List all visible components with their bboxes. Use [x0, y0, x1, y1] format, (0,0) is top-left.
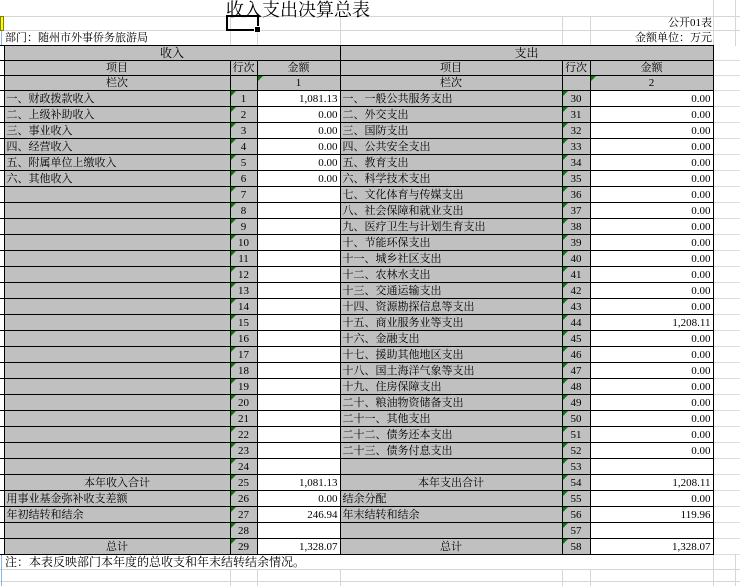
- margin-cell: [713, 155, 740, 171]
- expense-colindex-label[interactable]: 栏次: [340, 76, 562, 91]
- income-lineno-cell[interactable]: 29: [230, 539, 257, 555]
- margin-cell: [713, 347, 740, 363]
- expense-lineno-cell[interactable]: 44: [562, 315, 590, 331]
- income-item-cell[interactable]: 四、经营收入: [4, 139, 230, 155]
- income-lineno-header[interactable]: 行次: [230, 61, 257, 76]
- income-item-cell[interactable]: [4, 347, 230, 363]
- income-amount-cell[interactable]: 0.00: [257, 155, 340, 171]
- income-lineno-cell[interactable]: 10: [230, 235, 257, 251]
- income-lineno-cell[interactable]: 2: [230, 107, 257, 123]
- income-lineno-cell[interactable]: 16: [230, 331, 257, 347]
- expense-lineno-cell[interactable]: 48: [562, 379, 590, 395]
- income-lineno-cell[interactable]: 28: [230, 523, 257, 539]
- table-row: [0, 299, 740, 315]
- expense-item-cell[interactable]: 二十二、债务还本支出: [340, 427, 562, 443]
- expense-lineno-cell[interactable]: 37: [562, 203, 590, 219]
- margin-cell: [713, 363, 740, 379]
- expense-item-cell[interactable]: 十八、国土海洋气象等支出: [340, 363, 562, 379]
- table-row: [0, 379, 740, 395]
- expense-item-cell[interactable]: 五、教育支出: [340, 155, 562, 171]
- expense-lineno-cell[interactable]: 34: [562, 155, 590, 171]
- expense-item-cell[interactable]: [340, 459, 562, 475]
- income-amount-header[interactable]: 金额: [257, 61, 340, 76]
- expense-lineno-cell[interactable]: 54: [562, 475, 590, 491]
- table-row: [0, 107, 740, 123]
- expense-item-cell[interactable]: 六、科学技术支出: [340, 171, 562, 187]
- expense-item-cell[interactable]: 二、外交支出: [340, 107, 562, 123]
- income-lineno-cell[interactable]: 13: [230, 283, 257, 299]
- expense-item-cell[interactable]: 一、一般公共服务支出: [340, 91, 562, 107]
- income-amount-cell[interactable]: 0.00: [257, 171, 340, 187]
- section-header-row: [0, 46, 740, 61]
- income-lineno-cell[interactable]: 1: [230, 91, 257, 107]
- table-row: [0, 187, 740, 203]
- expense-lineno-header[interactable]: 行次: [562, 61, 590, 76]
- expense-item-cell[interactable]: 十七、援助其他地区支出: [340, 347, 562, 363]
- expense-item-cell[interactable]: 本年支出合计: [340, 475, 562, 491]
- expense-amount-cell[interactable]: 0.00: [590, 171, 713, 187]
- expense-amount-cell[interactable]: 0.00: [590, 123, 713, 139]
- income-lineno-cell[interactable]: 4: [230, 139, 257, 155]
- income-item-cell[interactable]: [4, 299, 230, 315]
- gridline: [0, 581, 740, 582]
- margin-cell: [713, 507, 740, 523]
- expense-item-cell[interactable]: 九、医疗卫生与计划生育支出: [340, 219, 562, 235]
- margin-cell: [713, 299, 740, 315]
- expense-amount-cell[interactable]: 1,208.11: [590, 315, 713, 331]
- income-colindex-label[interactable]: 栏次: [4, 76, 230, 91]
- table-row: [0, 251, 740, 267]
- expense-item-cell[interactable]: 二十三、债务付息支出: [340, 443, 562, 459]
- income-lineno-cell[interactable]: 17: [230, 347, 257, 363]
- table-body: [0, 91, 740, 555]
- expense-item-cell[interactable]: 结余分配: [340, 491, 562, 507]
- expense-amount-cell[interactable]: [590, 459, 713, 475]
- expense-lineno-cell[interactable]: 57: [562, 523, 590, 539]
- income-amount-cell[interactable]: [257, 523, 340, 539]
- expense-amount-cell[interactable]: 0.00: [590, 395, 713, 411]
- table-row: [0, 331, 740, 347]
- income-item-cell[interactable]: 二、上级补助收入: [4, 107, 230, 123]
- income-amount-cell[interactable]: [257, 203, 340, 219]
- income-item-cell[interactable]: 五、附属单位上缴收入: [4, 155, 230, 171]
- expense-item-cell[interactable]: 十一、城乡社区支出: [340, 251, 562, 267]
- table-row: [0, 507, 740, 523]
- expense-item-cell[interactable]: [340, 523, 562, 539]
- expense-amount-header[interactable]: 金额: [590, 61, 713, 76]
- income-item-cell[interactable]: [4, 379, 230, 395]
- income-amount-cell[interactable]: 1,081.13: [257, 475, 340, 491]
- table-row: [0, 443, 740, 459]
- income-amount-cell[interactable]: 246.94: [257, 507, 340, 523]
- income-amount-cell[interactable]: [257, 283, 340, 299]
- income-lineno-cell[interactable]: 23: [230, 443, 257, 459]
- income-amount-cell[interactable]: [257, 187, 340, 203]
- expense-amount-cell[interactable]: 119.96: [590, 507, 713, 523]
- income-lineno-cell[interactable]: 3: [230, 123, 257, 139]
- expense-amount-cell[interactable]: 0.00: [590, 283, 713, 299]
- margin-cell: [713, 171, 740, 187]
- income-amount-cell[interactable]: [257, 427, 340, 443]
- unit-label: 金额单位：万元: [635, 32, 712, 44]
- expense-item-cell[interactable]: 十六、金融支出: [340, 331, 562, 347]
- table-row: [0, 347, 740, 363]
- gridline: [713, 554, 714, 586]
- income-item-cell[interactable]: [4, 523, 230, 539]
- margin-cell: [713, 491, 740, 507]
- income-lineno-cell[interactable]: 5: [230, 155, 257, 171]
- margin-cell: [713, 395, 740, 411]
- table-row: [0, 203, 740, 219]
- margin-cell: [713, 203, 740, 219]
- income-item-cell[interactable]: [4, 331, 230, 347]
- income-lineno-cell[interactable]: 24: [230, 459, 257, 475]
- table-row: [0, 395, 740, 411]
- expense-amount-cell[interactable]: 0.00: [590, 443, 713, 459]
- margin-cell: [713, 76, 740, 91]
- column-index-row: [0, 76, 740, 91]
- income-item-cell[interactable]: [4, 219, 230, 235]
- income-amount-cell[interactable]: 0.00: [257, 491, 340, 507]
- income-item-cell[interactable]: [4, 283, 230, 299]
- expense-lineno-cell[interactable]: 38: [562, 219, 590, 235]
- table-row: [0, 123, 740, 139]
- income-item-cell[interactable]: 三、事业收入: [4, 123, 230, 139]
- margin-cell: [713, 61, 740, 76]
- margin-cell: [713, 235, 740, 251]
- gridline: [340, 569, 341, 586]
- expense-item-cell[interactable]: 十九、住房保障支出: [340, 379, 562, 395]
- table-row: [0, 235, 740, 251]
- expense-lineno-cell[interactable]: 41: [562, 267, 590, 283]
- table-row: [0, 427, 740, 443]
- expense-lineno-cell[interactable]: 56: [562, 507, 590, 523]
- expense-amount-cell[interactable]: 1,208.11: [590, 475, 713, 491]
- income-lineno-cell[interactable]: 21: [230, 411, 257, 427]
- income-item-header[interactable]: 项目: [4, 61, 230, 76]
- expense-lineno-cell[interactable]: 32: [562, 123, 590, 139]
- margin-cell: [713, 187, 740, 203]
- income-amount-cell[interactable]: [257, 395, 340, 411]
- income-item-cell[interactable]: [4, 443, 230, 459]
- expense-amount-cell[interactable]: 0.00: [590, 203, 713, 219]
- department-label: 部门：随州市外事侨务旅游局: [5, 32, 148, 44]
- income-item-cell[interactable]: [4, 427, 230, 443]
- margin-cell: [713, 459, 740, 475]
- gridline: [713, 0, 714, 45]
- expense-amount-cell[interactable]: 0.00: [590, 267, 713, 283]
- margin-cell: [713, 443, 740, 459]
- margin-cell: [713, 475, 740, 491]
- expense-lineno-cell[interactable]: 53: [562, 459, 590, 475]
- expense-lineno-cell[interactable]: 35: [562, 171, 590, 187]
- income-amount-cell[interactable]: [257, 347, 340, 363]
- expense-amount-cell[interactable]: 0.00: [590, 347, 713, 363]
- expense-amount-cell[interactable]: 0.00: [590, 219, 713, 235]
- expense-lineno-cell[interactable]: 40: [562, 251, 590, 267]
- sheet-title: 收入支出决算总表: [226, 0, 370, 20]
- income-item-cell[interactable]: [4, 203, 230, 219]
- income-lineno-cell[interactable]: 26: [230, 491, 257, 507]
- income-item-cell[interactable]: [4, 411, 230, 427]
- income-item-cell[interactable]: [4, 315, 230, 331]
- budget-table: [0, 45, 740, 555]
- margin-cell: [713, 427, 740, 443]
- expense-amount-cell[interactable]: 0.00: [590, 187, 713, 203]
- table-row: [0, 475, 740, 491]
- income-lineno-cell[interactable]: 22: [230, 427, 257, 443]
- income-lineno-cell[interactable]: 25: [230, 475, 257, 491]
- column-header-row: [0, 61, 740, 76]
- income-lineno-cell[interactable]: 11: [230, 251, 257, 267]
- income-item-cell[interactable]: [4, 251, 230, 267]
- expense-amount-cell[interactable]: 0.00: [590, 411, 713, 427]
- margin-cell: [713, 539, 740, 555]
- table-row: [0, 267, 740, 283]
- expense-item-cell[interactable]: 十二、农林水支出: [340, 267, 562, 283]
- table-row: [0, 219, 740, 235]
- income-item-cell[interactable]: [4, 363, 230, 379]
- expense-item-header[interactable]: 项目: [340, 61, 562, 76]
- expense-amount-cell[interactable]: 0.00: [590, 251, 713, 267]
- margin-cell: [713, 91, 740, 107]
- margin-cell: [713, 315, 740, 331]
- income-lineno-cell[interactable]: 14: [230, 299, 257, 315]
- table-row: [0, 491, 740, 507]
- table-row: [0, 139, 740, 155]
- gridline: [590, 16, 591, 45]
- income-lineno-cell[interactable]: 8: [230, 203, 257, 219]
- expense-amount-cell[interactable]: 0.00: [590, 491, 713, 507]
- expense-lineno-cell[interactable]: 50: [562, 411, 590, 427]
- income-item-cell[interactable]: [4, 395, 230, 411]
- table-row: [0, 363, 740, 379]
- expense-lineno-cell[interactable]: 33: [562, 139, 590, 155]
- income-item-cell[interactable]: 年初结转和结余: [4, 507, 230, 523]
- table-row: [0, 523, 740, 539]
- margin-cell: [713, 379, 740, 395]
- gridline: [257, 569, 258, 586]
- table-row: [0, 91, 740, 107]
- income-item-cell[interactable]: [4, 187, 230, 203]
- expense-amount-cell[interactable]: 0.00: [590, 299, 713, 315]
- income-amount-cell[interactable]: [257, 411, 340, 427]
- margin-cell: [713, 411, 740, 427]
- expense-item-cell[interactable]: 四、公共安全支出: [340, 139, 562, 155]
- table-row: [0, 155, 740, 171]
- gridline: [562, 16, 563, 45]
- expense-lineno-cell[interactable]: 46: [562, 347, 590, 363]
- margin-cell: [713, 331, 740, 347]
- expense-item-cell[interactable]: 二十一、其他支出: [340, 411, 562, 427]
- income-amount-cell[interactable]: [257, 315, 340, 331]
- income-amount-cell[interactable]: [257, 331, 340, 347]
- income-amount-cell[interactable]: [257, 379, 340, 395]
- table-row: [0, 411, 740, 427]
- expense-lineno-cell[interactable]: 47: [562, 363, 590, 379]
- income-lineno-cell[interactable]: 15: [230, 315, 257, 331]
- margin-cell: [713, 523, 740, 539]
- margin-cell: [713, 283, 740, 299]
- expense-amount-cell[interactable]: 1,328.07: [590, 539, 713, 555]
- gridline: [230, 569, 231, 586]
- income-section-header[interactable]: 收入: [4, 46, 340, 61]
- margin-cell: [713, 139, 740, 155]
- income-amount-cell[interactable]: [257, 219, 340, 235]
- expense-amount-cell[interactable]: 0.00: [590, 155, 713, 171]
- income-amount-cell[interactable]: 0.00: [257, 123, 340, 139]
- expense-item-cell[interactable]: 二十、粮油物资储备支出: [340, 395, 562, 411]
- expense-amount-cell[interactable]: 0.00: [590, 363, 713, 379]
- table-row: [0, 539, 740, 555]
- income-item-cell[interactable]: 一、财政拨款收入: [4, 91, 230, 107]
- expense-item-cell[interactable]: 七、文化体育与传媒支出: [340, 187, 562, 203]
- income-lineno-cell[interactable]: 18: [230, 363, 257, 379]
- expense-item-cell[interactable]: 年末结转和结余: [340, 507, 562, 523]
- yellow-marker-cell: [0, 16, 4, 31]
- expense-lineno-cell[interactable]: 39: [562, 235, 590, 251]
- expense-amount-cell[interactable]: 0.00: [590, 235, 713, 251]
- income-item-cell[interactable]: [4, 267, 230, 283]
- income-item-cell[interactable]: [4, 459, 230, 475]
- income-lineno-cell[interactable]: 19: [230, 379, 257, 395]
- expense-colindex-blank[interactable]: [562, 76, 590, 91]
- expense-item-cell[interactable]: 十五、商业服务业等支出: [340, 315, 562, 331]
- income-amount-cell[interactable]: [257, 267, 340, 283]
- expense-col-number[interactable]: 2: [590, 76, 713, 91]
- expense-section-header[interactable]: 支出: [340, 46, 713, 61]
- expense-amount-cell[interactable]: 0.00: [590, 91, 713, 107]
- income-amount-cell[interactable]: 0.00: [257, 139, 340, 155]
- margin-cell: [713, 107, 740, 123]
- income-colindex-blank[interactable]: [230, 76, 257, 91]
- expense-lineno-cell[interactable]: 45: [562, 331, 590, 347]
- income-lineno-cell[interactable]: 9: [230, 219, 257, 235]
- expense-lineno-cell[interactable]: 55: [562, 491, 590, 507]
- income-item-cell[interactable]: 用事业基金弥补收支差额: [4, 491, 230, 507]
- expense-item-cell[interactable]: 三、国防支出: [340, 123, 562, 139]
- expense-lineno-cell[interactable]: 58: [562, 539, 590, 555]
- expense-item-cell[interactable]: 八、社会保障和就业支出: [340, 203, 562, 219]
- income-lineno-cell[interactable]: 6: [230, 171, 257, 187]
- margin-cell: [713, 123, 740, 139]
- gridline: [562, 569, 563, 586]
- expense-item-cell[interactable]: 十三、交通运输支出: [340, 283, 562, 299]
- margin-cell: [713, 251, 740, 267]
- income-amount-cell[interactable]: [257, 299, 340, 315]
- margin-cell: [713, 219, 740, 235]
- table-row: [0, 315, 740, 331]
- income-amount-cell[interactable]: [257, 459, 340, 475]
- income-item-cell[interactable]: [4, 235, 230, 251]
- expense-amount-cell[interactable]: 0.00: [590, 379, 713, 395]
- expense-item-cell[interactable]: 十、节能环保支出: [340, 235, 562, 251]
- table-row: [0, 283, 740, 299]
- expense-amount-cell[interactable]: 0.00: [590, 107, 713, 123]
- expense-lineno-cell[interactable]: 36: [562, 187, 590, 203]
- doc-label: 公开01表: [668, 17, 712, 29]
- expense-lineno-cell[interactable]: 31: [562, 107, 590, 123]
- footnote: 注：本表反映部门本年度的总收支和年末结转结余情况。: [5, 555, 306, 569]
- income-amount-cell[interactable]: [257, 363, 340, 379]
- income-lineno-cell[interactable]: 20: [230, 395, 257, 411]
- expense-amount-cell[interactable]: [590, 523, 713, 539]
- expense-lineno-cell[interactable]: 42: [562, 283, 590, 299]
- income-item-cell[interactable]: 本年收入合计: [4, 475, 230, 491]
- table-row: [0, 171, 740, 187]
- income-lineno-cell[interactable]: 12: [230, 267, 257, 283]
- income-amount-cell[interactable]: 1,328.07: [257, 539, 340, 555]
- expense-item-cell[interactable]: 总计: [340, 539, 562, 555]
- gridline: [590, 569, 591, 586]
- income-lineno-cell[interactable]: 27: [230, 507, 257, 523]
- expense-amount-cell[interactable]: 0.00: [590, 139, 713, 155]
- expense-amount-cell[interactable]: 0.00: [590, 427, 713, 443]
- income-amount-cell[interactable]: [257, 235, 340, 251]
- expense-lineno-cell[interactable]: 30: [562, 91, 590, 107]
- income-item-cell[interactable]: 六、其他收入: [4, 171, 230, 187]
- income-col-number[interactable]: 1: [257, 76, 340, 91]
- income-lineno-cell[interactable]: 7: [230, 187, 257, 203]
- income-item-cell[interactable]: 总计: [4, 539, 230, 555]
- margin-cell: [713, 46, 740, 61]
- expense-item-cell[interactable]: 十四、资源勘探信息等支出: [340, 299, 562, 315]
- table-row: [0, 459, 740, 475]
- expense-lineno-cell[interactable]: 43: [562, 299, 590, 315]
- margin-cell: [713, 267, 740, 283]
- expense-amount-cell[interactable]: 0.00: [590, 331, 713, 347]
- income-amount-cell[interactable]: 0.00: [257, 107, 340, 123]
- expense-lineno-cell[interactable]: 52: [562, 443, 590, 459]
- income-amount-cell[interactable]: [257, 443, 340, 459]
- expense-lineno-cell[interactable]: 51: [562, 427, 590, 443]
- income-amount-cell[interactable]: [257, 251, 340, 267]
- expense-lineno-cell[interactable]: 49: [562, 395, 590, 411]
- active-cell-selection[interactable]: [226, 15, 259, 31]
- income-amount-cell[interactable]: 1,081.13: [257, 91, 340, 107]
